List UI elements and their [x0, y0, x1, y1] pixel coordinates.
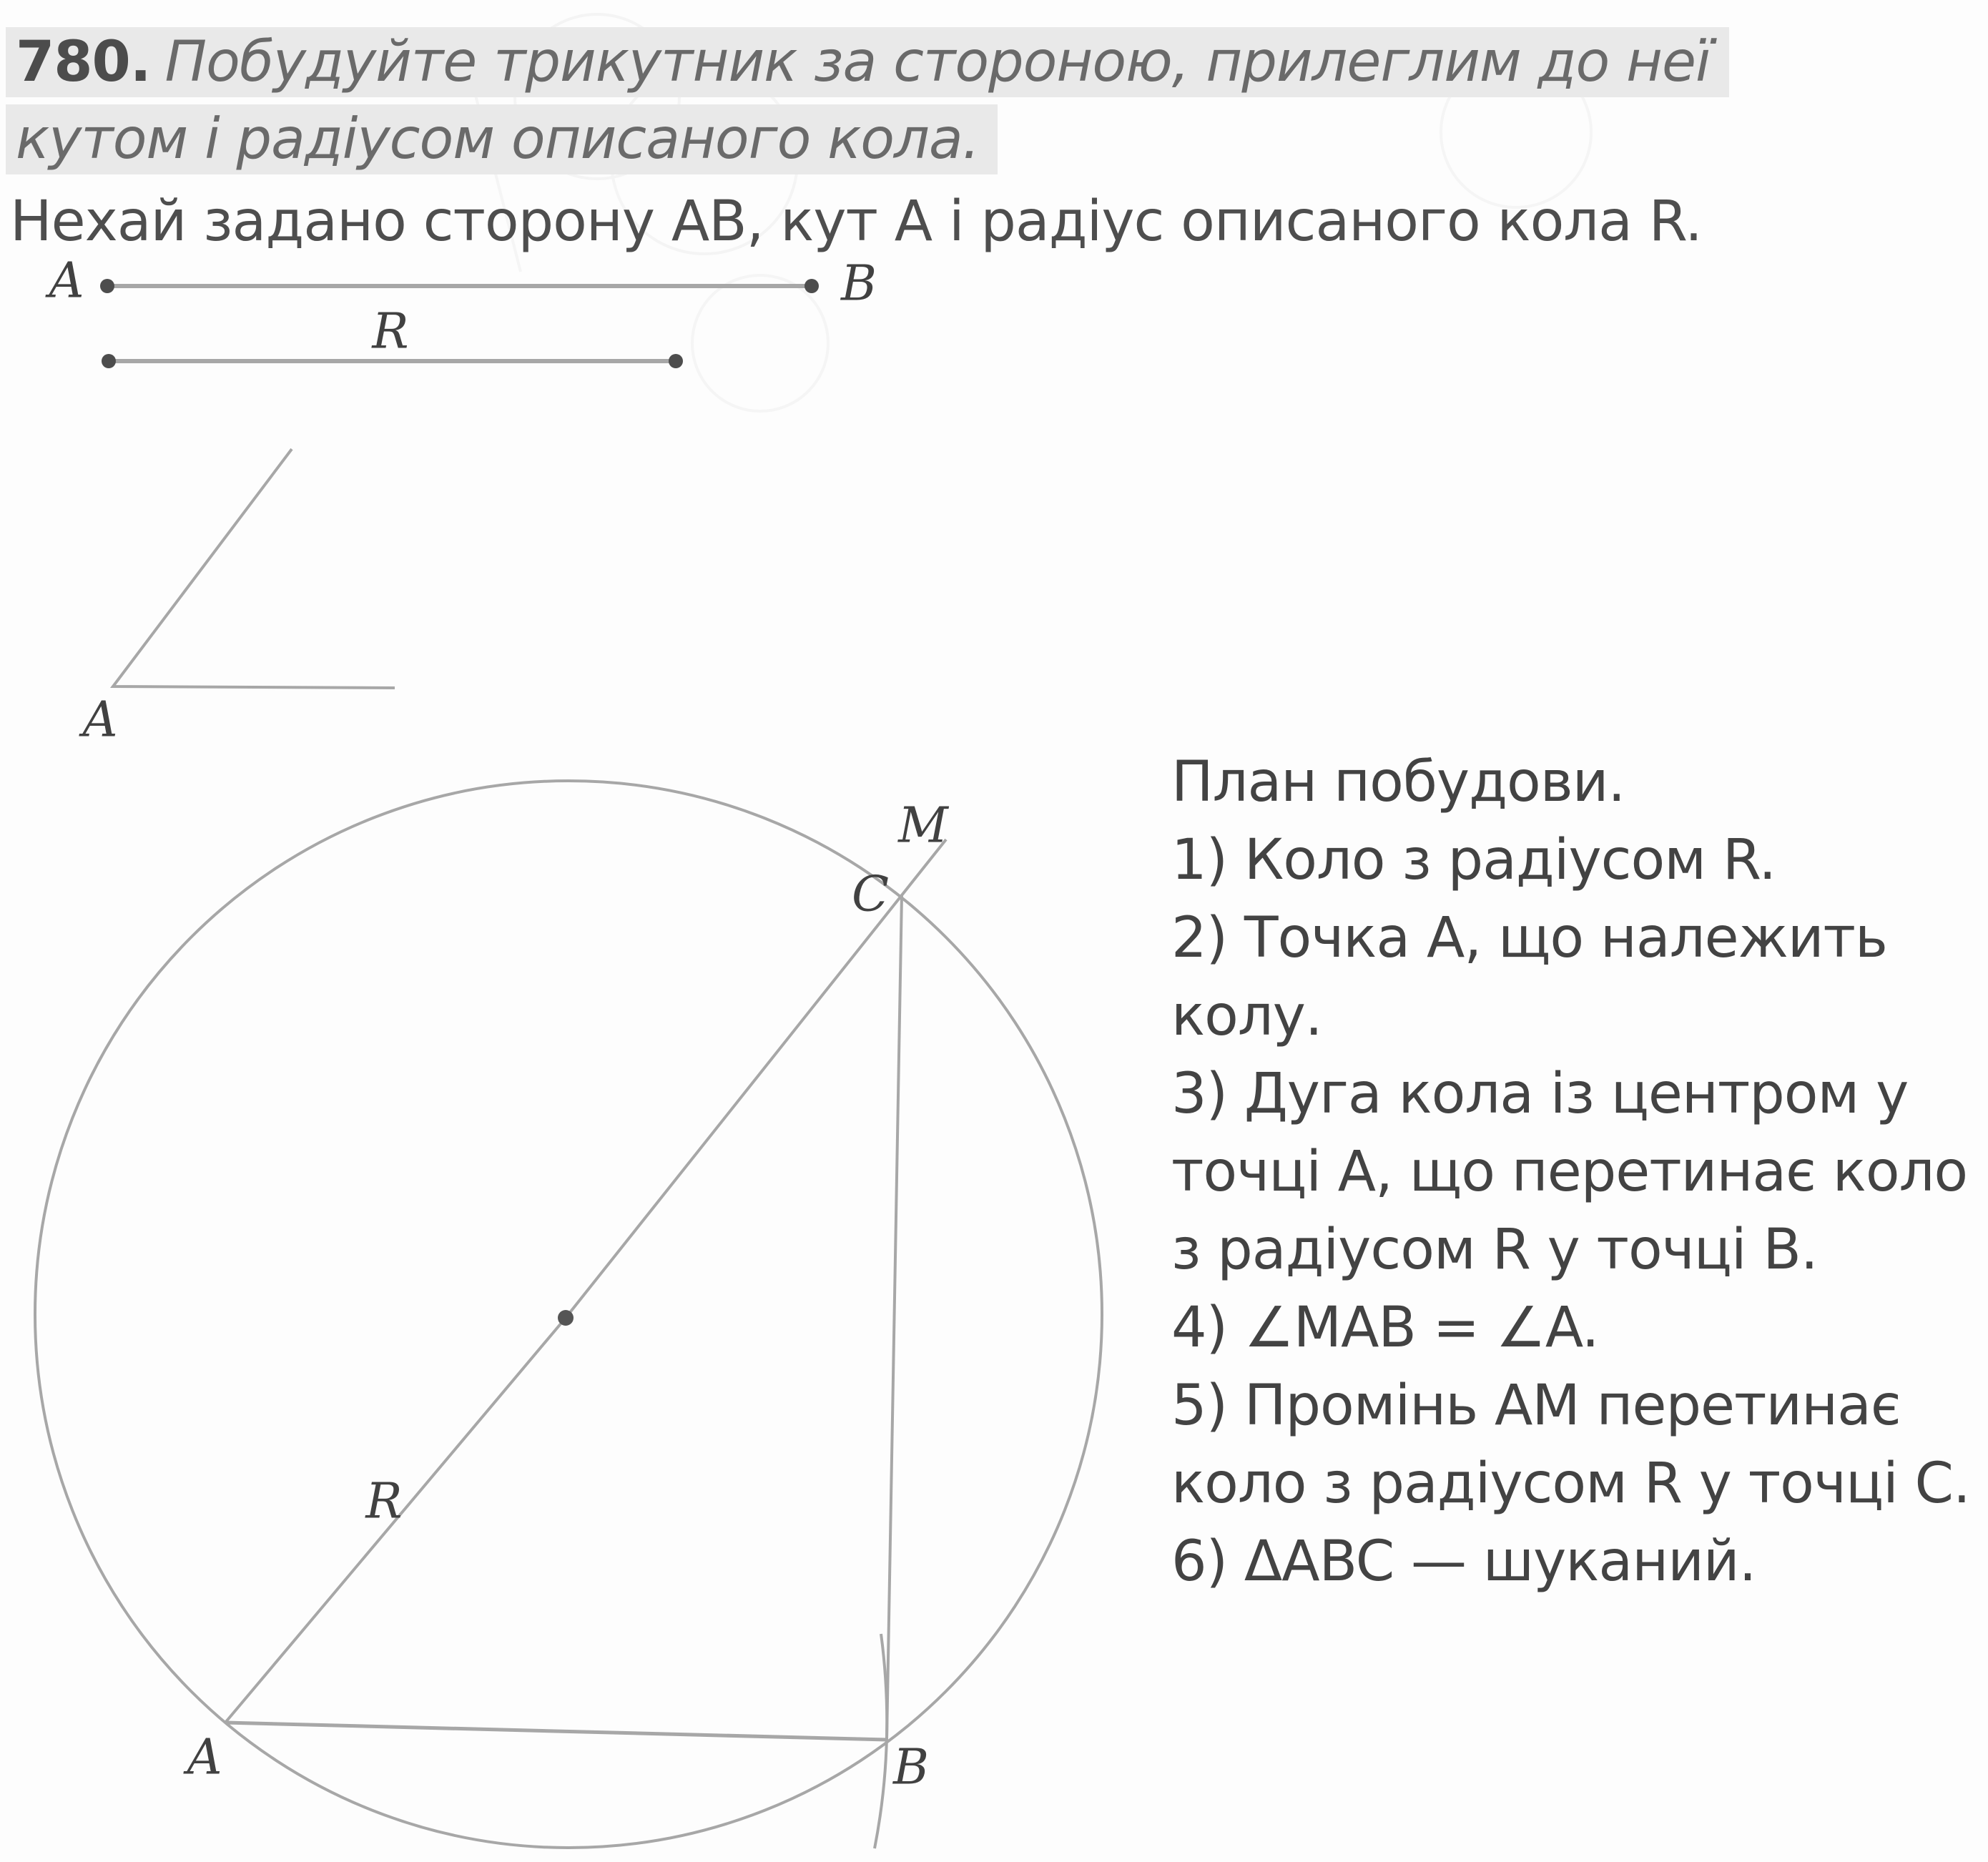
construction-plan	[1171, 744, 1970, 1601]
problem-number: 780.	[16, 30, 151, 94]
problem-statement-line2	[6, 104, 998, 174]
plan-step-4: 4) ∠MAB = ∠A.	[1171, 1296, 1599, 1360]
plan-step-3: 3) Дуга кола із центром у	[1171, 1062, 1909, 1126]
given-condition-text: Нехай задано сторону AB, кут A і радіус описаного кола R.	[10, 189, 1702, 254]
plan-step-5-cont: коло з радіусом R у точці C.	[1171, 1452, 1970, 1516]
segment-r-endpoint-left	[102, 354, 116, 368]
given-segment-ab	[100, 279, 819, 293]
construction-label-a: A	[187, 1729, 222, 1786]
plan-step-2: 2) Точка A, що належить	[1171, 906, 1887, 970]
plan-step-1: 1) Коло з радіусом R.	[1171, 828, 1776, 892]
problem-statement-line1	[6, 27, 1729, 97]
plan-step-6: 6) ΔABC — шуканий.	[1171, 1530, 1756, 1594]
segment-ab-endpoint-b	[804, 279, 819, 293]
triangle-side-ab	[225, 1723, 887, 1740]
angle-vertex-label: A	[82, 691, 118, 749]
given-angle-rays	[113, 449, 395, 688]
construction-label-m: M	[898, 797, 948, 854]
segment-ab-label-b: B	[841, 255, 877, 312]
segment-ab-endpoint-a	[100, 279, 114, 293]
plan-title: План побудови.	[1171, 750, 1625, 814]
plan-step-3-cont2: з радіусом R у точці B.	[1171, 1218, 1818, 1282]
construction-label-c: C	[851, 866, 890, 923]
plan-step-2-cont: колу.	[1171, 984, 1322, 1048]
construction-label-b: B	[893, 1739, 929, 1796]
plan-step-5: 5) Промінь AM перетинає	[1171, 1374, 1901, 1438]
problem-statement-text1: Побудуйте трикутник за стороною, прилеглим до неї	[164, 30, 1711, 94]
construction-label-r: R	[365, 1473, 403, 1530]
circle-center-dot	[558, 1310, 574, 1326]
segment-r-label: R	[372, 303, 409, 360]
segment-r-endpoint-right	[669, 354, 683, 368]
plan-step-3-cont1: точці A, що перетинає коло	[1171, 1140, 1968, 1204]
problem-statement-text2: кутом і радіусом описаного кола.	[16, 107, 980, 172]
triangle-side-cb	[887, 895, 902, 1740]
segment-ab-label-a: A	[49, 252, 84, 310]
ray-am	[225, 839, 946, 1723]
